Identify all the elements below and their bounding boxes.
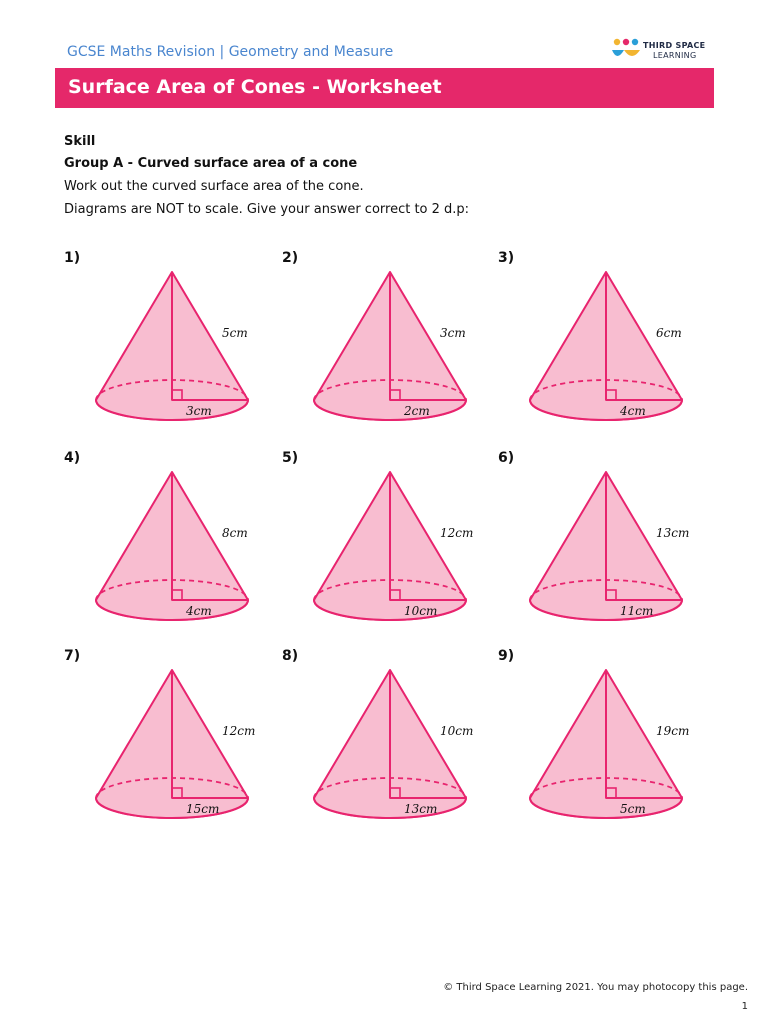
cone-diagram: [528, 270, 698, 440]
slant-height-label: 8cm: [222, 526, 248, 540]
cone-diagram: [312, 270, 482, 440]
radius-label: 2cm: [404, 404, 430, 418]
question-number: 3): [498, 250, 515, 266]
footer-copyright: © Third Space Learning 2021. You may photocopy this page.: [443, 982, 748, 993]
cone-shape: [94, 270, 264, 440]
cone-diagram: [528, 470, 698, 640]
cone-diagram: [528, 668, 698, 838]
third-space-learning-logo: [610, 38, 730, 64]
logo-mark-icon: [610, 38, 642, 64]
cone-shape: [94, 668, 264, 838]
cone-shape: [312, 270, 482, 440]
slant-height-label: 12cm: [222, 724, 256, 738]
question-number: 6): [498, 450, 515, 466]
radius-label: 5cm: [620, 802, 646, 816]
cone-diagram: [312, 668, 482, 838]
cone-diagram: [94, 270, 264, 440]
page-number: 1: [741, 1001, 748, 1012]
slant-height-label: 10cm: [440, 724, 474, 738]
question-number: 4): [64, 450, 81, 466]
radius-label: 11cm: [620, 604, 654, 618]
instruction-line-1: Work out the curved surface area of the cone.: [64, 179, 364, 194]
slant-height-label: 6cm: [656, 326, 682, 340]
cone-shape: [528, 470, 698, 640]
question-number: 1): [64, 250, 81, 266]
logo-text-line2: LEARNING: [653, 51, 697, 60]
page-title: Surface Area of Cones - Worksheet: [68, 76, 442, 98]
cone-shape: [312, 668, 482, 838]
question-number: 5): [282, 450, 299, 466]
question-number: 7): [64, 648, 81, 664]
radius-label: 15cm: [186, 802, 220, 816]
cone-shape: [528, 668, 698, 838]
cone-shape: [528, 270, 698, 440]
cone-diagram: [94, 668, 264, 838]
page-subtitle: GCSE Maths Revision | Geometry and Measure: [67, 44, 394, 60]
radius-label: 4cm: [620, 404, 646, 418]
slant-height-label: 12cm: [440, 526, 474, 540]
radius-label: 3cm: [186, 404, 212, 418]
slant-height-label: 13cm: [656, 526, 690, 540]
slant-height-label: 5cm: [222, 326, 248, 340]
question-number: 9): [498, 648, 515, 664]
title-banner: [55, 68, 714, 108]
instruction-line-2: Diagrams are NOT to scale. Give your answer correct to 2 d.p:: [64, 202, 470, 217]
cone-shape: [94, 470, 264, 640]
logo-text-line1: THIRD SPACE: [643, 41, 706, 50]
slant-height-label: 19cm: [656, 724, 690, 738]
slant-height-label: 3cm: [440, 326, 466, 340]
cone-diagram: [94, 470, 264, 640]
question-number: 2): [282, 250, 299, 266]
radius-label: 13cm: [404, 802, 438, 816]
radius-label: 10cm: [404, 604, 438, 618]
cone-diagram: [312, 470, 482, 640]
group-heading: Group A - Curved surface area of a cone: [64, 156, 358, 171]
skill-heading: Skill: [64, 134, 96, 149]
cone-shape: [312, 470, 482, 640]
radius-label: 4cm: [186, 604, 212, 618]
question-number: 8): [282, 648, 299, 664]
